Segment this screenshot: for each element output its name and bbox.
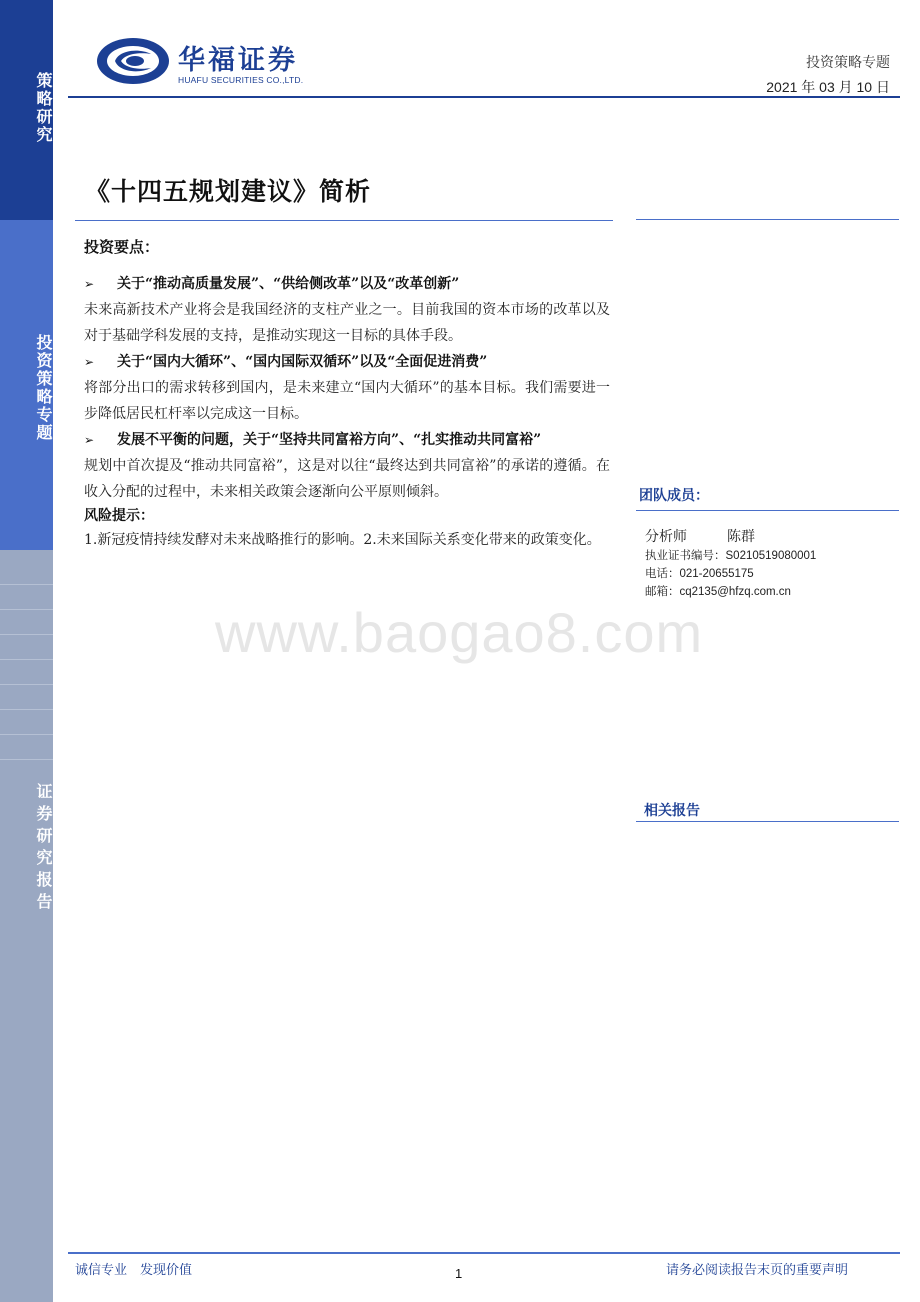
watermark: www.baogao8.com <box>215 601 704 664</box>
related-divider <box>636 821 899 822</box>
analyst-role: 分析师 <box>645 529 687 545</box>
analyst-phone: 电话：021-20655175 <box>645 566 754 580</box>
right-column-top-divider <box>636 219 899 220</box>
highlight-body: 规划中首次提及“推动共同富裕”，这是对以往“最终达到共同富裕”的承诺的遵循。在收入分配的过程中，未来相关政策会逐渐向公平原则倾斜。 <box>84 458 610 500</box>
header-divider <box>68 96 900 98</box>
highlights-heading: 投资要点： <box>84 238 160 256</box>
team-heading: 团队成员： <box>639 488 709 504</box>
highlight-title: 关于“国内大循环”、“国内国际双循环”以及“全面促进消费” <box>117 354 488 370</box>
sidebar-label-report: 证券研究报告 <box>34 783 53 915</box>
risk-body: 1.新冠疫情持续发酵对未来战略推行的影响。2.未来国际关系变化带来的政策变化。 <box>84 532 601 548</box>
footer-divider <box>68 1252 900 1254</box>
footer-slogan: 诚信专业 发现价值 <box>75 1263 193 1278</box>
arrow-bullet-icon: ➢ <box>84 355 95 369</box>
highlight-title: 关于“推动高质量发展”、“供给侧改革”以及“改革创新” <box>117 276 460 292</box>
company-name-en: HUAFU SECURITIES CO.,LTD. <box>178 75 304 85</box>
team-divider <box>636 510 899 511</box>
sidebar-label-strategy: 策略研究 <box>34 72 53 144</box>
page-number: 1 <box>455 1266 463 1281</box>
report-category: 投资策略专题 <box>806 55 890 71</box>
report-date: 2021 年 03 月 10 日 <box>766 79 890 95</box>
report-title: 《十四五规划建议》简析 <box>85 177 372 206</box>
sidebar-stripes <box>0 560 53 760</box>
analyst-line <box>645 526 755 546</box>
analyst-cert: 执业证书编号：S0210519080001 <box>645 548 817 562</box>
analyst-email: 邮箱：cq2135@hfzq.com.cn <box>645 584 791 598</box>
highlight-body: 未来高新技术产业将会是我国经济的支柱产业之一。目前我国的资本市场的改革以及对于基础学科发展的支持，是推动实现这一目标的具体手段。 <box>84 302 610 344</box>
investment-highlights <box>84 236 610 553</box>
highlight-item <box>84 427 610 505</box>
highlight-title: 发展不平衡的问题，关于“坚持共同富裕方向”、“扎实推动共同富裕” <box>117 432 542 448</box>
arrow-bullet-icon: ➢ <box>84 433 95 447</box>
company-logo-icon <box>95 36 171 86</box>
analyst-name: 陈群 <box>727 529 755 545</box>
highlight-item <box>84 271 610 349</box>
arrow-bullet-icon: ➢ <box>84 277 95 291</box>
company-name-cn: 华福证券 <box>178 45 298 76</box>
sidebar-label-topic: 投资策略专题 <box>34 334 53 442</box>
footer-disclaimer: 请务必阅读报告末页的重要声明 <box>665 1263 848 1278</box>
title-divider <box>75 220 613 221</box>
risk-heading: 风险提示： <box>84 508 154 524</box>
highlight-body: 将部分出口的需求转移到国内，是未来建立“国内大循环”的基本目标。我们需要进一步降低居民杠杆率以完成这一目标。 <box>84 380 610 422</box>
highlight-item <box>84 349 610 427</box>
related-reports-heading: 相关报告 <box>644 803 700 819</box>
